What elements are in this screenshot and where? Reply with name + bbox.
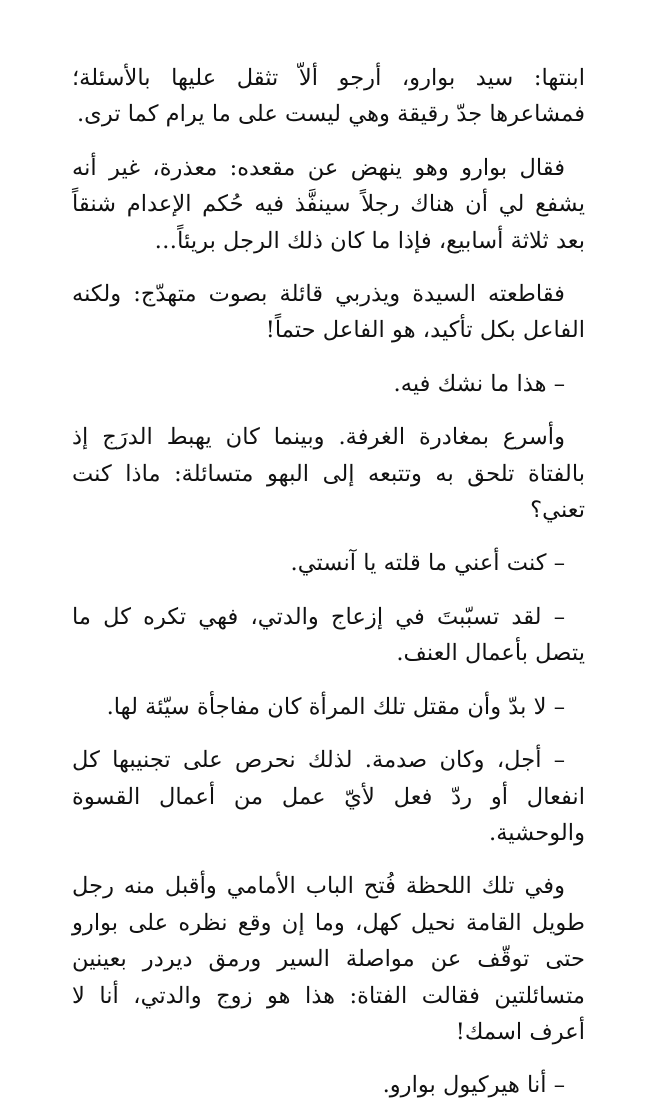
paragraph-6: – كنت أعني ما قلته يا آنستي. [290, 550, 565, 577]
paragraph-8: – لا بدّ وأن مقتل تلك المرأة كان مفاجأة سيّئة لها. [106, 693, 565, 720]
paragraph-2: فقال بوارو وهو ينهض عن مقعده: معذرة، غير أنه يشفع لي أن هناك رجلاً سينفَّذ فيه حُكم الإعدام شنقاً بعد ثلاثة أسابيع، فإذا ما كان ذلك الرجل بريئاً… [72, 154, 585, 254]
paragraph-5: وأسرع بمغادرة الغرفة. وبينما كان يهبط الدرَج إذ بالفتاة تلحق به وتتبعه إلى البهو متسائلة: ماذا كنت تعني؟ [72, 424, 585, 524]
paragraph-11: – أنا هيركيول بوارو. [382, 1072, 565, 1099]
paragraph-1: ابنتها: سيد بوارو، أرجو ألاّ تثقل عليها بالأسئلة؛ فمشاعرها جدّ رقيقة وهي ليست على ما يرام كما ترى. [72, 65, 585, 128]
page-text [72, 60, 585, 1104]
paragraph-9: – أجل، وكان صدمة. لذلك نحرص على تجنيبها كل انفعال أو ردّ فعل لأيّ عمل من أعمال القسوة والوحشية. [72, 747, 585, 846]
paragraph-7: – لقد تسبّبتَ في إزعاج والدتي، فهي تكره كل ما يتصل بأعمال العنف. [72, 603, 585, 667]
paragraph-3: فقاطعته السيدة ويذربي قائلة بصوت متهدّج: ولكنه الفاعل بكل تأكيد، هو الفاعل حتماً! [72, 281, 585, 344]
paragraph-10: وفي تلك اللحظة فُتح الباب الأمامي وأقبل منه رجل طويل القامة نحيل كهل، وما إن وقع نظره على بوارو حتى توقّف عن مواصلة السير ورمق ديردر بعينين متسائلتين فقالت الفتاة: هذا هو زوج والدتي، أنا لا أعرف اسمك! [72, 873, 585, 1045]
paragraph-4: – هذا ما نشك فيه. [393, 370, 565, 397]
